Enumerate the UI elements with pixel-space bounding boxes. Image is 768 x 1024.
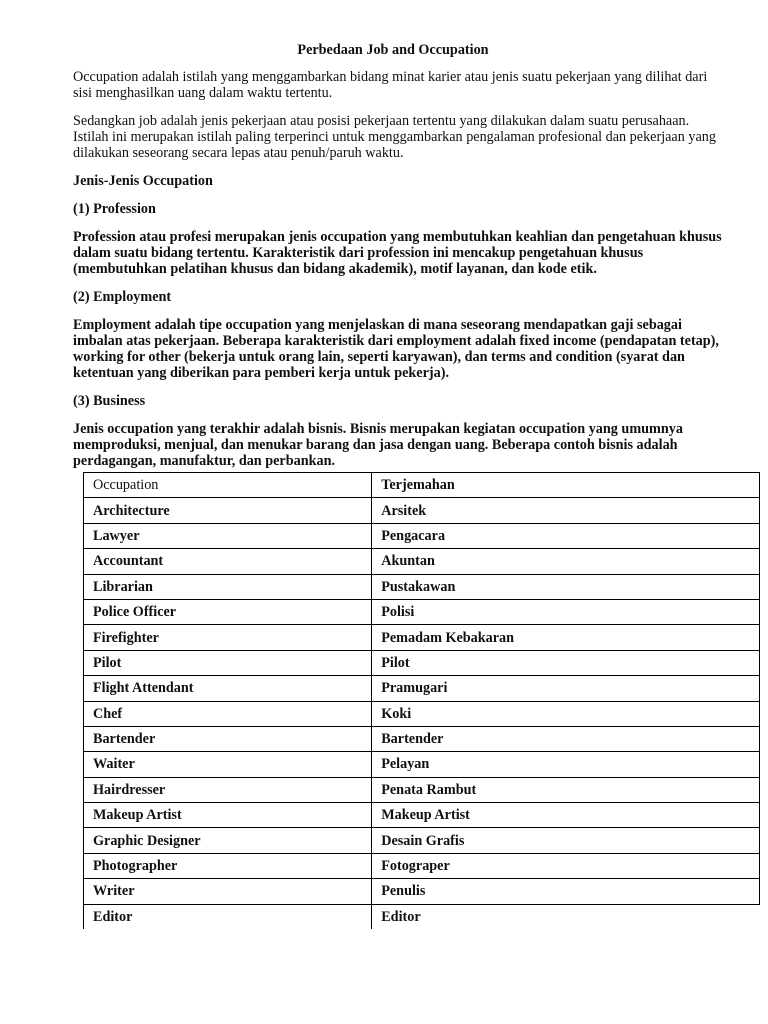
table-cell-occupation: Bartender (84, 726, 372, 751)
table-cell-translation: Koki (372, 701, 760, 726)
table-cell-occupation: Pilot (84, 650, 372, 675)
document-page (73, 41, 723, 481)
table-row (84, 650, 760, 675)
table-cell-occupation: Graphic Designer (84, 828, 372, 853)
table-cell-occupation: Hairdresser (84, 777, 372, 802)
table-row (84, 549, 760, 574)
table-cell-translation: Akuntan (372, 549, 760, 574)
table-row (84, 828, 760, 853)
table-cell-translation: Pramugari (372, 676, 760, 701)
table-cell-translation: Penulis (372, 879, 760, 904)
paragraph-occupation: Occupation adalah istilah yang menggambarkan bidang minat karier atau jenis suatu pekerjaan yang dilihat dari sisi menghasilkan uang dalam waktu tertentu. (73, 69, 708, 101)
table-cell-occupation: Chef (84, 701, 372, 726)
business-heading: (3) Business (73, 393, 146, 409)
table-cell-translation: Pelayan (372, 752, 760, 777)
table-cell-occupation: Firefighter (84, 625, 372, 650)
table-row (84, 701, 760, 726)
table-cell-translation: Makeup Artist (372, 803, 760, 828)
table-row (84, 853, 760, 878)
table-row (84, 498, 760, 523)
table-cell-translation: Fotograper (372, 853, 760, 878)
table-cell-translation: Editor (372, 904, 760, 929)
table-cell-translation: Arsitek (372, 498, 760, 523)
table-cell-occupation: Librarian (84, 574, 372, 599)
table-cell-occupation: Flight Attendant (84, 676, 372, 701)
table-cell-occupation: Makeup Artist (84, 803, 372, 828)
section-heading: Jenis-Jenis Occupation (73, 173, 213, 189)
employment-heading: (2) Employment (73, 289, 172, 305)
profession-paragraph: Profession atau profesi merupakan jenis occupation yang membutuhkan keahlian dan pengetahuan khusus dalam suatu bidang tertentu. Karakteristik dari profession ini mencakup pengetahuan khusus (membutuhkan pelatihan khusus dan bidang akademik), motif layanan, dan kode etik. (73, 229, 722, 277)
table-cell-translation: Polisi (372, 599, 760, 624)
table-row (84, 625, 760, 650)
table-cell-occupation: Police Officer (84, 599, 372, 624)
table-cell-translation: Desain Grafis (372, 828, 760, 853)
table-cell-translation: Penata Rambut (372, 777, 760, 802)
table-cell-translation: Pemadam Kebakaran (372, 625, 760, 650)
table-header-translation: Terjemahan (372, 473, 760, 498)
table-row (84, 523, 760, 548)
business-paragraph: Jenis occupation yang terakhir adalah bisnis. Bisnis merupakan kegiatan occupation yang umumnya memproduksi, menjual, dan menukar barang dan jasa dengan uang. Beberapa contoh bisnis adalah perdagangan, manufaktur, dan perbankan. (73, 421, 683, 469)
document-title: Perbedaan Job and Occupation (297, 42, 489, 58)
table-row (84, 803, 760, 828)
table-row (84, 726, 760, 751)
table-row (84, 599, 760, 624)
table-row (84, 879, 760, 904)
table-cell-occupation: Writer (84, 879, 372, 904)
table-cell-occupation: Accountant (84, 549, 372, 574)
table-row (84, 777, 760, 802)
table-row (84, 676, 760, 701)
table-cell-occupation: Architecture (84, 498, 372, 523)
profession-heading: (1) Profession (73, 201, 156, 217)
paragraph-job: Sedangkan job adalah jenis pekerjaan atau posisi pekerjaan tertentu yang dilakukan dalam suatu perusahaan. Istilah ini merupakan istilah paling terperinci untuk menggambarkan pengalaman profesional dan pekerjaan yang dilakukan seseorang secara lepas atau penuh/paruh waktu. (73, 113, 716, 161)
table-cell-translation: Pengacara (372, 523, 760, 548)
table-cell-occupation: Waiter (84, 752, 372, 777)
table-cell-translation: Bartender (372, 726, 760, 751)
table-cell-translation: Pustakawan (372, 574, 760, 599)
table-header-row (84, 473, 760, 498)
table-cell-translation: Pilot (372, 650, 760, 675)
table-cell-occupation: Editor (84, 904, 372, 929)
table-cell-occupation: Photographer (84, 853, 372, 878)
employment-paragraph: Employment adalah tipe occupation yang menjelaskan di mana seseorang mendapatkan gaji sebagai imbalan atas pekerjaan. Beberapa karakteristik dari employment adalah fixed income (pendapatan tetap), working for other (bekerja untuk orang lain, seperti karyawan), dan terms and condition (syarat dan ketentuan yang diberikan para pemberi kerja untuk pekerja). (73, 317, 719, 381)
table-row (84, 752, 760, 777)
table-cell-occupation: Lawyer (84, 523, 372, 548)
occupation-table (83, 472, 760, 929)
table-row (84, 574, 760, 599)
table-header-occupation: Occupation (84, 473, 372, 498)
table-row (84, 904, 760, 929)
